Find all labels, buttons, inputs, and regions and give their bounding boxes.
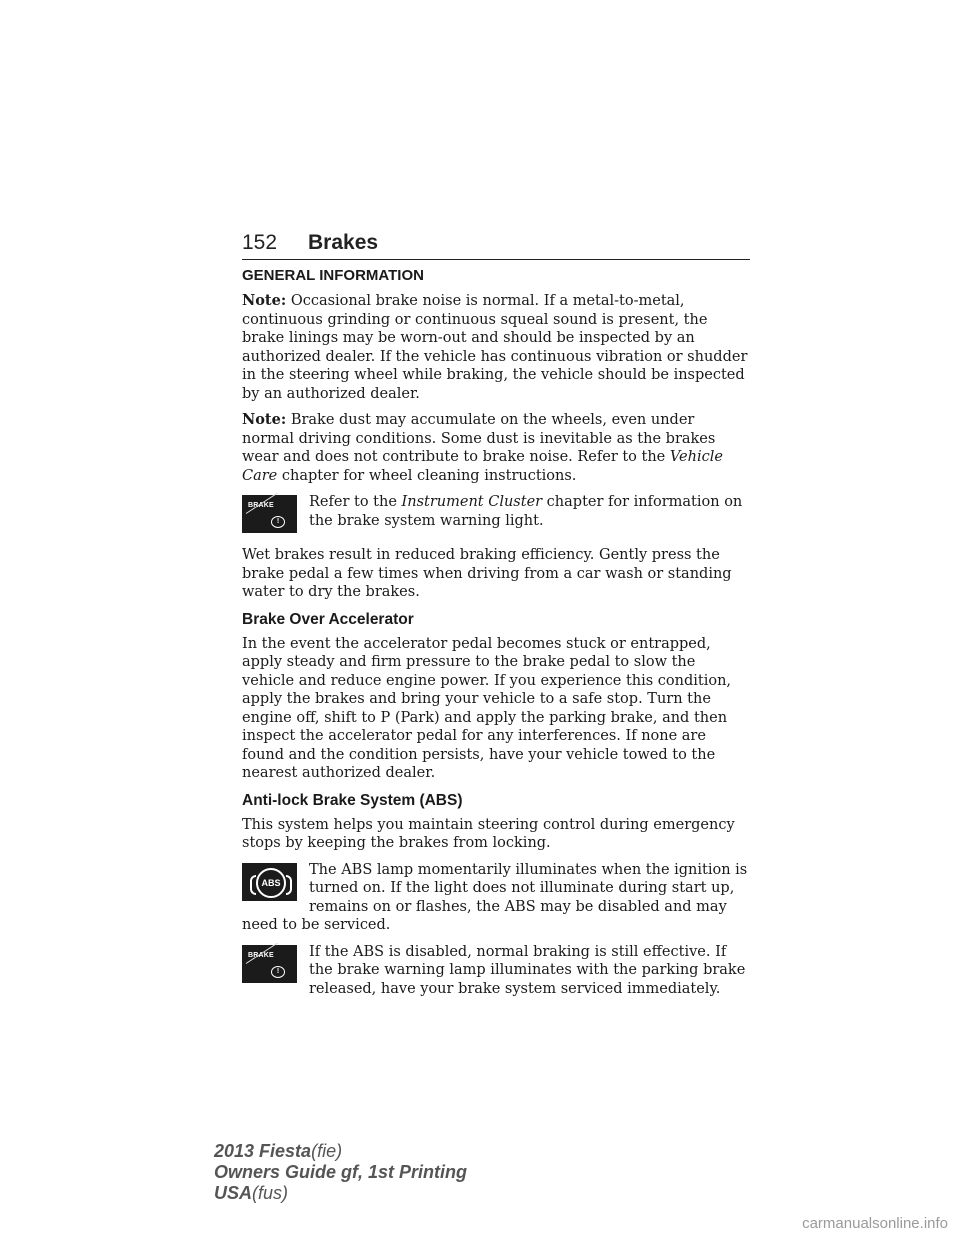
page-header xyxy=(242,226,750,260)
brake-over-accelerator-paragraph: In the event the accelerator pedal becomes stuck or entrapped, apply steady and firm pressure to the brake pedal to slow the vehicle and reduce engine power. If you experience this condition, apply the brakes and bring your vehicle to a safe stop. Turn the engine off, shift to P (Park) and apply the parking brake, and then inspect the accelerator pedal for any interferences. If none are found and the condition persists, have your vehicle towed to the nearest authorized dealer. xyxy=(242,635,732,781)
abs-disabled-paragraph: If the ABS is disabled, normal braking is still effective. If the brake warning lamp illuminates with the parking brake released, have your brake system serviced immediately. xyxy=(309,943,746,997)
vehicle-care-reference: Vehicle Care xyxy=(242,449,723,484)
brake-icon-label: BRAKE xyxy=(248,951,274,959)
wet-brakes-paragraph: Wet brakes result in reduced braking efficiency. Gently press the brake pedal a few times when driving from a car wash or standing water to dry the brakes. xyxy=(242,547,732,600)
abs-intro-paragraph: This system helps you maintain steering control during emergency stops by keeping the brakes from locking. xyxy=(242,816,735,851)
footer-market: USA xyxy=(214,1183,253,1203)
note-brake-noise xyxy=(242,292,750,403)
page-content xyxy=(242,266,750,1014)
brake-warning-icon xyxy=(242,495,297,533)
abs-lamp-row xyxy=(242,861,750,935)
exclamation-icon: ! xyxy=(271,516,285,528)
brake-warning-row xyxy=(242,493,750,538)
note-label: Note: xyxy=(242,292,287,309)
brake-warning-reference xyxy=(242,493,750,530)
abs-warning-icon xyxy=(242,863,297,901)
note-text: Brake dust may accumulate on the wheels, even under normal driving conditions. Some dust is inevitable as the brakes wear and does not contribute to brake noise. Refer to the xyxy=(242,412,716,465)
note-text: chapter for wheel cleaning instructions. xyxy=(277,467,577,484)
abs-lamp-paragraph: The ABS lamp momentarily illuminates when the ignition is turned on. If the light does not illuminate during start up, remains on or flashes, the ABS may be disabled and may need to be serviced. xyxy=(242,861,748,933)
chapter-title: Brakes xyxy=(308,231,379,254)
note-label: Note: xyxy=(242,411,287,428)
instrument-cluster-reference: Instrument Cluster xyxy=(401,494,543,510)
page-number: 152 xyxy=(242,231,278,254)
footer-model-code: (fie) xyxy=(311,1141,343,1161)
exclamation-icon: ! xyxy=(271,966,285,978)
brake-warning-icon xyxy=(242,945,297,983)
section-title-brake-over-accelerator: Brake Over Accelerator xyxy=(242,610,414,628)
section-title-general: GENERAL INFORMATION xyxy=(242,267,424,284)
footer-line-1 xyxy=(214,1141,467,1162)
abs-icon-label: ABS xyxy=(256,868,286,898)
watermark: carmanualsonline.info xyxy=(802,1215,948,1232)
ref-text: Refer to the xyxy=(309,494,402,510)
footer-market-code: (fus) xyxy=(252,1183,289,1203)
footer-line-3 xyxy=(214,1183,467,1204)
footer-line-2: Owners Guide gf, 1st Printing xyxy=(214,1162,468,1182)
abs-disabled-row xyxy=(242,943,750,1007)
ref-text: chapter for information on the brake system warning light. xyxy=(309,494,743,529)
brake-icon-label: BRAKE xyxy=(248,502,274,509)
section-title-abs: Anti-lock Brake System (ABS) xyxy=(242,791,463,809)
note-text: Occasional brake noise is normal. If a metal-to-metal, continuous grinding or continuous squeal sound is present, the brake linings may be worn-out and should be inspected by an authorized dealer. If the vehicle has continuous vibration or shudder in the steering wheel while braking, the vehicle should be inspected by an authorized dealer. xyxy=(242,293,748,402)
note-brake-dust xyxy=(242,411,750,485)
footer-model: 2013 Fiesta xyxy=(214,1141,312,1161)
document-footer xyxy=(214,1141,467,1204)
